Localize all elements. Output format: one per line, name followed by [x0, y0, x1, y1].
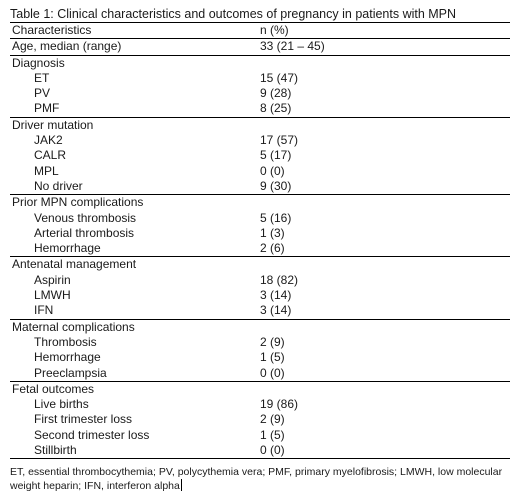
group-title: Antenatal management — [10, 257, 258, 273]
table-row — [10, 443, 510, 459]
group-title-value — [258, 257, 510, 273]
row-label: Venous thrombosis — [34, 210, 137, 225]
table-row — [10, 164, 510, 179]
group-title: Diagnosis — [10, 55, 258, 71]
table-row — [10, 148, 510, 163]
row-value: 5 (17) — [260, 148, 292, 163]
group-title-value — [258, 117, 510, 133]
row-value: 1 (3) — [260, 225, 285, 240]
group-title-value — [258, 381, 510, 397]
row-value: 19 (86) — [260, 397, 299, 412]
row-label: IFN — [10, 303, 258, 319]
row-value: 2 (6) — [258, 241, 510, 257]
row-label: Thrombosis — [34, 334, 97, 349]
document — [10, 6, 510, 493]
row-label: JAK2 — [34, 133, 63, 148]
group-title: Prior MPN complications — [10, 195, 258, 211]
header-n-percent: n (%) — [258, 23, 510, 39]
table-row — [10, 350, 510, 365]
row-value: 5 (16) — [260, 210, 292, 225]
row-value: 9 (28) — [260, 86, 292, 101]
group-title: Driver mutation — [10, 117, 258, 133]
row-label: No driver — [10, 179, 258, 195]
table-row — [10, 211, 510, 226]
group-title-row — [10, 319, 510, 335]
table-row — [10, 226, 510, 241]
table-row — [10, 71, 510, 86]
table-row — [10, 133, 510, 148]
table-row — [10, 273, 510, 288]
row-label: Second trimester loss — [34, 427, 150, 442]
table-row — [10, 101, 510, 117]
row-label: LMWH — [34, 288, 71, 303]
table-row — [10, 303, 510, 319]
row-label: PMF — [10, 101, 258, 117]
table-row — [10, 412, 510, 427]
row-label: PV — [34, 86, 51, 101]
row-value: 9 (30) — [258, 179, 510, 195]
row-value: 2 (9) — [260, 412, 285, 427]
table-row — [10, 366, 510, 382]
age-row — [10, 39, 510, 55]
group-title-row — [10, 257, 510, 273]
table-body — [10, 23, 510, 459]
row-value: 8 (25) — [258, 101, 510, 117]
header-characteristics: Characteristics — [10, 23, 258, 39]
row-value: 1 (5) — [260, 427, 285, 442]
row-label: Hemorrhage — [10, 241, 258, 257]
row-value: 1 (5) — [260, 350, 285, 365]
row-label: Preeclampsia — [10, 366, 258, 382]
row-value: 0 (0) — [260, 163, 285, 178]
table-header-row — [10, 23, 510, 39]
age-value: 33 (21 – 45) — [258, 39, 510, 55]
row-label: Aspirin — [34, 272, 71, 287]
table-row — [10, 241, 510, 257]
row-label: Hemorrhage — [34, 350, 101, 365]
row-label: Live births — [34, 397, 89, 412]
row-label: CALR — [34, 148, 67, 163]
group-title-value — [258, 319, 510, 335]
row-value: 3 (14) — [258, 303, 510, 319]
table-caption: Table 1: Clinical characteristics and outcomes of pregnancy in patients with MPN — [10, 7, 457, 21]
group-title-row — [10, 55, 510, 71]
row-value: 0 (0) — [258, 366, 510, 382]
age-label: Age, median (range) — [10, 39, 258, 55]
table-row — [10, 179, 510, 195]
row-value: 18 (82) — [260, 272, 299, 287]
table-row — [10, 397, 510, 412]
group-title-value — [258, 195, 510, 211]
row-value: 3 (14) — [260, 288, 292, 303]
group-title: Maternal complications — [10, 319, 258, 335]
group-title-row — [10, 195, 510, 211]
row-value: 15 (47) — [260, 70, 299, 85]
row-label: ET — [34, 70, 50, 85]
table-footnote — [10, 465, 508, 493]
group-title: Fetal outcomes — [10, 381, 258, 397]
row-value: 17 (57) — [260, 133, 299, 148]
group-title-value — [258, 55, 510, 71]
row-label: Stillbirth — [10, 443, 258, 459]
row-label: Arterial thrombosis — [34, 225, 135, 240]
table-row — [10, 288, 510, 303]
row-label: First trimester loss — [34, 412, 133, 427]
table-row — [10, 428, 510, 443]
table-row — [10, 335, 510, 350]
row-value: 0 (0) — [258, 443, 510, 459]
group-title-row — [10, 117, 510, 133]
group-title-row — [10, 381, 510, 397]
table-row — [10, 86, 510, 101]
row-label: MPL — [34, 163, 59, 178]
row-value: 2 (9) — [260, 334, 285, 349]
footnote-text: ET, essential thrombocythemia; PV, polycythemia vera; PMF, primary myelofibrosis; LMWH, low molecular weight heparin; IFN, interferon alpha — [10, 466, 503, 493]
characteristics-table — [10, 22, 510, 459]
